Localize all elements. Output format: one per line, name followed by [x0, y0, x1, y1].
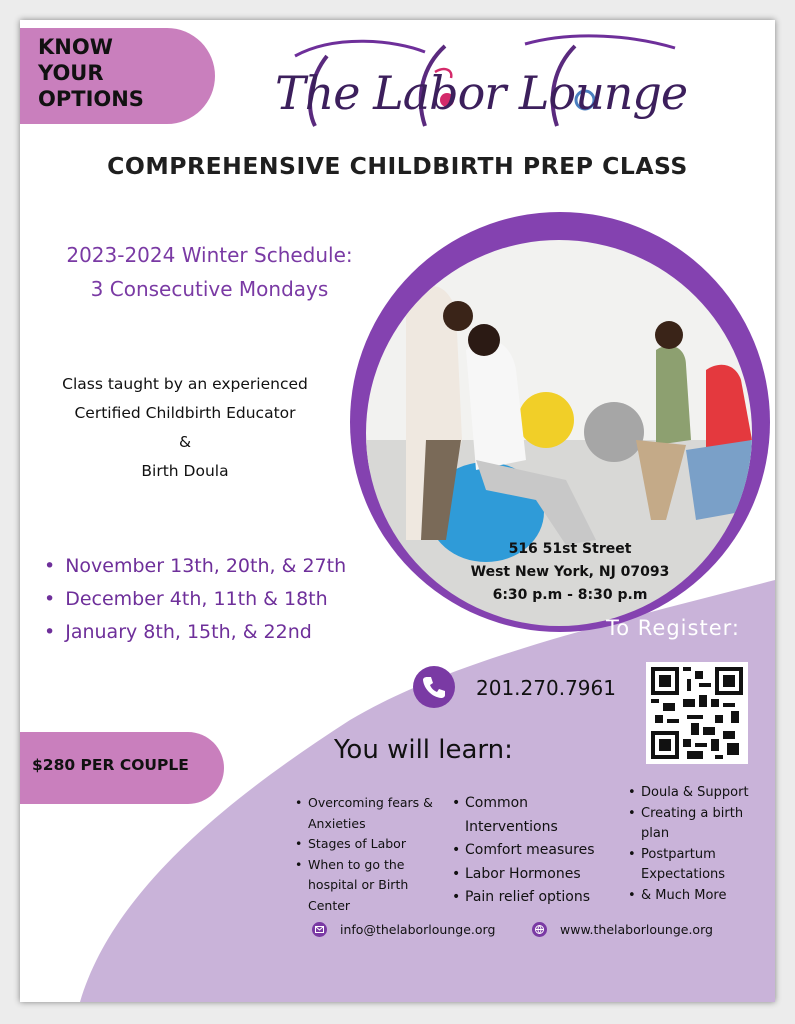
- email-icon: [312, 922, 327, 937]
- instructor-line-3: &: [178, 433, 192, 451]
- list-item: • Doula & Support: [641, 783, 771, 804]
- learn-list-3: [641, 783, 771, 906]
- phone-icon: [413, 666, 455, 708]
- list-item: • Pain relief options: [465, 886, 625, 910]
- flyer: [20, 20, 775, 1002]
- list-item: • When to go the hospital or Birth Center: [308, 855, 448, 917]
- instructor-line-4: Birth Doula: [141, 462, 229, 480]
- learn-list-1: [308, 793, 448, 916]
- badge-line-2: YOUR: [38, 61, 104, 85]
- register-heading: To Register:: [606, 616, 740, 640]
- logo-text: The Labor Lounge: [275, 66, 688, 120]
- list-item: • Creating a birth plan: [641, 804, 771, 845]
- address-city: West New York, NJ 07093: [470, 564, 670, 580]
- price-text: $280 PER COUPLE: [32, 756, 189, 774]
- list-item: • Comfort measures: [465, 839, 625, 863]
- list-item: • Overcoming fears & Anxieties: [308, 793, 448, 834]
- page-title: COMPREHENSIVE CHILDBIRTH PREP CLASS: [107, 152, 688, 180]
- globe-icon: [532, 922, 547, 937]
- badge-line-1: KNOW: [38, 35, 113, 59]
- address-street: 516 51st Street: [508, 541, 632, 557]
- schedule-heading: [32, 238, 387, 306]
- list-item: • & Much More: [641, 886, 771, 907]
- date-item: • November 13th, 20th, & 27th: [44, 550, 346, 583]
- labor-lounge-logo: [275, 26, 695, 136]
- class-time: 6:30 p.m - 8:30 p.m: [492, 587, 648, 603]
- website-link[interactable]: www.thelaborlounge.org: [560, 922, 713, 937]
- date-item: • December 4th, 11th & 18th: [44, 583, 346, 616]
- list-item: • Labor Hormones: [465, 863, 625, 887]
- list-item: • Stages of Labor: [308, 834, 448, 855]
- date-item: • January 8th, 15th, & 22nd: [44, 616, 346, 649]
- phone-number[interactable]: 201.270.7961: [476, 676, 616, 700]
- instructor-line-2: Certified Childbirth Educator: [74, 404, 296, 422]
- instructor-line-1: Class taught by an experienced: [62, 375, 308, 393]
- instructor-info: [20, 370, 350, 486]
- class-address: [440, 538, 700, 607]
- price-badge: [20, 732, 224, 804]
- learn-heading: You will learn:: [334, 735, 513, 765]
- know-your-options-badge: [20, 28, 215, 124]
- qr-code-icon[interactable]: [646, 662, 748, 764]
- learn-list-2: [465, 792, 625, 910]
- list-item: • Common Interventions: [465, 792, 625, 839]
- schedule-line-2: 3 Consecutive Mondays: [90, 277, 329, 301]
- email-link[interactable]: info@thelaborlounge.org: [340, 922, 496, 937]
- list-item: • Postpartum Expectations: [641, 845, 771, 886]
- class-dates-list: [44, 550, 346, 649]
- badge-line-3: OPTIONS: [38, 87, 144, 111]
- schedule-line-1: 2023-2024 Winter Schedule:: [66, 243, 353, 267]
